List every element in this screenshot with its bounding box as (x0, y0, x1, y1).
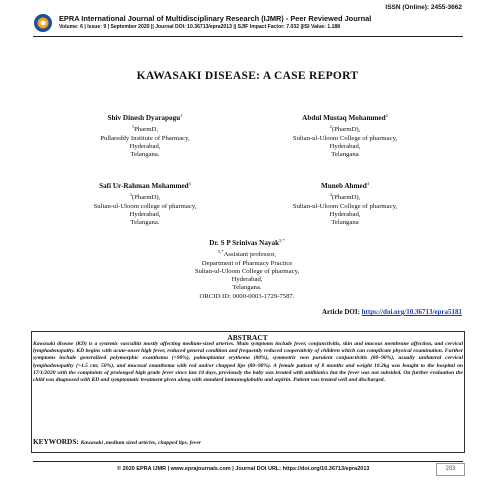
author-block-2: Abdul Mustaq Mohammed$^2$ $^2$(PharmD), Sultan-ul-Uloom College of pharmacy, Hyderabad, Telangana (292, 113, 398, 159)
author-name: Safi Ur-Rahman Mohammed (99, 182, 189, 191)
footer-rule (33, 461, 463, 462)
keywords-label: KEYWORDS: (33, 437, 81, 446)
abstract-heading: ABSTRACT (227, 333, 268, 342)
keywords-value: Kawasaki ,medium sized articles, chapped lips, fever (80, 440, 202, 446)
journal-meta: Volume: 6 | Issue: 9 | September 2020 || Journal DOI: 10.36713/epra2013 || SJIF Impact Factor: 7.032 ||ISI Value: 1.188 (59, 24, 341, 30)
author-name: Muneb Ahmed (321, 182, 367, 191)
journal-name: EPRA International Journal of Multidisciplinary Research (IJMR) - Peer Reviewed Journal (59, 14, 372, 23)
abstract-text: Kawasaki disease (KD) is a systemic vasculitis mostly affecting medium-sized arteries. Main symptoms include fever, conjunctivitis, skin and mucous membrane affection, and cervical lymphadenopathy. KD begins with acute-onset high fever, reduced general condition and frequently reduced cooperativity of children which can complicate physical examination. Further symptoms include generalized polymorphic exanthema (>90%), palmoplantar erythema (80%), symmetric non purulent conjunctivitis (80–90%), usually unilateral cervical lymphadenopathy (>1.5 cm; 50%), and mucosal enanthema with red and/or chapped lips (80–90%). A female patient of 8 months and weight 10.2kg was bought to the hospital on 17/1/2020 with the complaints of prolonged high grade fever since last 10 days, previously the baby was treated with antibiotics but the fever was not subsided. On further evaluation the child was diagnosed with KD and symptomatic treatment given along with standard immunoglobulin and aspirin. Patient was treated well and discharged. (33, 341, 463, 384)
author-name: Shiv Dinesh Dyarapogu (107, 114, 181, 123)
author-block-1: Shiv Dinesh Dyarapogu$^1$ $^1$PharmD, Pullareddy Institute of Pharmacy, Hyderabad, Telangana. (100, 113, 190, 159)
journal-logo-icon (33, 13, 53, 33)
header-rule (33, 36, 463, 37)
footer-text: © 2020 EPRA IJMR | www.eprajournals.com | Journal DOI URL: https://doi.org/10.36713/epra2013 (117, 466, 370, 472)
author-name: Abdul Mustaq Mohammed (302, 114, 386, 123)
author-name: Dr. S P Srinivas Nayak (209, 239, 280, 248)
author-block-3: Safi Ur-Rahman Mohammed$^3$ $^3$(PharmD), Sultan-ul-Uloom college of pharmacy, Hyderabad, Telangana. (93, 181, 197, 227)
keywords (33, 437, 463, 446)
doi-link[interactable]: https://doi.org/10.36713/epra5181 (361, 308, 462, 316)
article-doi: Article DOI: https://doi.org/10.36713/epra5181 (322, 308, 462, 316)
paper-title: KAWASAKI DISEASE: A CASE REPORT (136, 70, 359, 82)
author-block-4: Muneb Ahmed$^4$ $^4$(PharmD), Sultan-ul-Uloom College of pharmacy, Hyderabad, Telangana (292, 181, 398, 227)
journal-header (33, 13, 463, 35)
page-number: 203 (436, 463, 465, 476)
author-block-5: Dr. S P Srinivas Nayak$^{5,*}$ $^{5,*}$Assistant professor, Department of Pharmacy Practice Sultan-ul-Uloom College of pharmacy, Hyderabad, Telangana. ORCID ID: 0000-0003-1729-7587. (194, 238, 300, 300)
issn-label: ISSN (Online): 2455-3662 (385, 4, 462, 11)
